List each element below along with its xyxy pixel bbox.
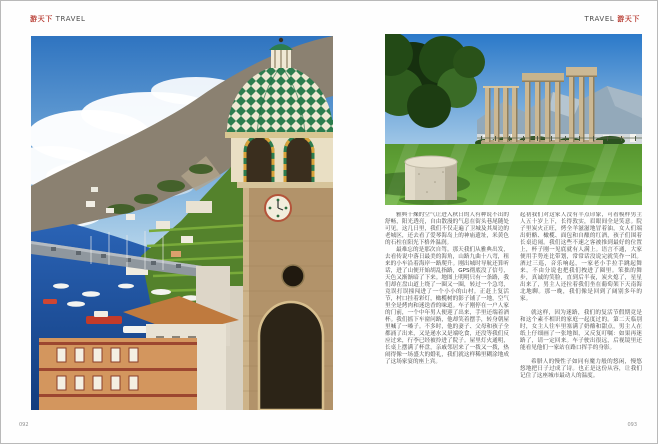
running-head-right — [584, 14, 640, 24]
photo-temple-of-zeus — [385, 34, 642, 205]
paragraph: 最难忘的是那次自驾。那天我们从雅典出发，去看传说中落日最美的海角，山路九曲十八弯，租来的小车沿着海岸一路爬升。刚出城时导航还算听话，进了山便开始胡乱指路，GPS彻底没了信号，天色又渐渐暗了下来。地图上明明只有一条路，我们却在盘山道上绕了一圈又一圈，转过一个急弯，竟误打误撞闯进了一个小小的山村。正赶上复活节，村口挂着彩灯，橄榄树的影子铺了一地，空气里全是烤肉和迷迭香的味道。车子刚停在一户人家的门前，一个中年男人便迎了出来，手里还端着酒杯。我们摇下车窗问路，他却笑着摆手，转身朝屋里喊了一嗓子。不多时，他的妻子、父母和孩子全都涌了出来，又是递水又是端吃食，还没等我们反应过来，行李已经被拎进了院子。屋里灯火通明，长桌上摆满了杯盘，亲戚邻居来了一拨又一拨，热闹得像一场盛大的婚礼，我们就这样稀里糊涂地成了这场家宴的座上宾。 — [385, 247, 509, 365]
orange-building — [39, 338, 197, 410]
magazine-name: 游天下 — [30, 15, 53, 23]
bell-tower — [231, 120, 333, 410]
paragraph: 希腊人的慢性子如同有魔力般的悠闲，慢悠悠地把日子过成了诗。也正是这份从容，让我们记住了这座城市最动人的温度。 — [520, 359, 642, 379]
grass-shade — [475, 161, 595, 177]
stone-cylinder — [399, 156, 467, 205]
amalfi-photo-art — [31, 36, 333, 410]
paragraph: 起初我们对这家人没有半点印象，可看模样男主人五十岁上下，长得敦实，眉眼间全是笑意。院子里炭火正旺，烤全羊滋滋地冒着油，女人们端出奶酪、橄榄、面包和自酿的红酒，孩子们围着长桌追闹。我们这些不速之客被推到最好的位置上，杯子刚一见底就有人满上。语言不通，大家便用手势连比带划，常常话没说完就笑作一团。酒过三巡，音乐响起，一家老小手拉手跳起舞来，不由分说也把我们拽进了圈里。笨拙的舞步，真诚的笑脸，直到后半夜，炭火熄了，星星出来了，男主人还拉着我们坐在葡萄架下天南海北地聊。那一晚，我们像是回到了阔别多年的家。 — [520, 212, 642, 302]
section-name: TRAVEL — [584, 15, 615, 23]
paragraph: 就这样，因为迷路，我们的复活节假期竟是和这个素不相识的家庭一起度过的。第二天临别时，女主人往车里塞满了奶酪和甜点，男主人在纸上仔细画了一张地图，又反复叮嘱：如果再迷路了，请一定回来。车子驶出很远，后视镜里还能看见他们一家站在路口挥手的身影。 — [520, 310, 642, 351]
paragraph: 雅典干燥的空气让进入秋日的人有种说不出的舒畅，阳光透亮，自由散漫的气息在街头巷尾随处可见。这几日里，我们不仅走遍了卫城及其周边的老城区，还去看了爱琴海岛上的神庙遗址，米黄色的石柱在阳光下格外温润。 — [385, 212, 509, 246]
page-number-right: 093 — [627, 422, 637, 428]
article-column-1 — [385, 212, 509, 435]
tower-arch — [259, 302, 323, 410]
grass-shade — [565, 182, 642, 196]
article-column-2 — [520, 212, 642, 435]
running-head-left — [30, 14, 86, 24]
photo-amalfi-coast — [31, 36, 333, 410]
magazine-name: 游天下 — [617, 15, 640, 23]
section-name: TRAVEL — [55, 15, 86, 23]
athens-photo-art — [385, 34, 642, 205]
round-window — [282, 265, 304, 287]
page-number-left: 092 — [19, 422, 29, 428]
